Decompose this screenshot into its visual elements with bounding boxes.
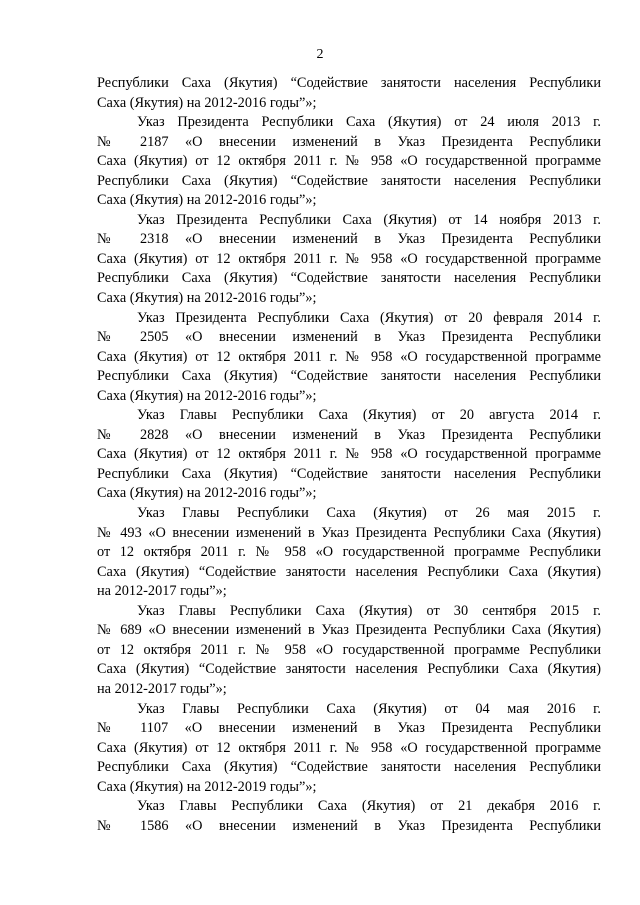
text-line: № 2187 «О внесении изменений в Указ Президента Республики (97, 133, 601, 150)
text-line: Указ Главы Республики Саха (Якутия) от 04 мая 2016 г. (137, 700, 601, 717)
text-line: Саха (Якутия) “Содействие занятости населения Республики Саха (Якутия) (97, 661, 601, 678)
text-line: № 1586 «О внесении изменений в Указ Президента Республики (97, 817, 601, 834)
text-line: Саха (Якутия) от 12 октября 2011 г. № 958 «О государственной программе (97, 250, 601, 267)
text-line: Республики Саха (Якутия) “Содействие занятости населения Республики (97, 368, 601, 385)
text-line: № 2318 «О внесении изменений в Указ Президента Республики (97, 231, 601, 248)
page-number: 2 (316, 47, 324, 62)
text-line: Саха (Якутия) на 2012-2016 годы”»; (97, 290, 317, 307)
text-line: Указ Президента Республики Саха (Якутия) от 20 февраля 2014 г. (137, 309, 601, 326)
text-line: Республики Саха (Якутия) “Содействие занятости населения Республики (97, 172, 601, 189)
text-line: Указ Президента Республики Саха (Якутия) от 24 июля 2013 г. (137, 114, 601, 131)
text-line: на 2012-2017 годы”»; (97, 680, 227, 697)
text-line: Республики Саха (Якутия) “Содействие занятости населения Республики (97, 270, 601, 287)
text-line: № 2505 «О внесении изменений в Указ Президента Республики (97, 329, 601, 346)
text-line: Саха (Якутия) от 12 октября 2011 г. № 958 «О государственной программе (97, 446, 601, 463)
text-line: Республики Саха (Якутия) “Содействие занятости населения Республики (97, 465, 601, 482)
text-line: от 12 октября 2011 г. № 958 «О государственной программе Республики (97, 544, 601, 561)
text-line: на 2012-2017 годы”»; (97, 583, 227, 600)
text-line: Саха (Якутия) на 2012-2016 годы”»; (97, 94, 317, 111)
text-line: Саха (Якутия) “Содействие занятости населения Республики Саха (Якутия) (97, 563, 601, 580)
text-line: Указ Главы Республики Саха (Якутия) от 20 августа 2014 г. (137, 407, 601, 424)
text-line: Саха (Якутия) на 2012-2016 годы”»; (97, 192, 317, 209)
document-body (97, 74, 601, 836)
text-line: № 1107 «О внесении изменений в Указ Президента Республики (97, 720, 601, 737)
text-line: Республики Саха (Якутия) “Содействие занятости населения Республики (97, 75, 601, 91)
text-line: Указ Главы Республики Саха (Якутия) от 26 мая 2015 г. (137, 505, 601, 522)
text-line: Саха (Якутия) от 12 октября 2011 г. № 958 «О государственной программе (97, 153, 601, 170)
text-line: Указ Президента Республики Саха (Якутия) от 14 ноября 2013 г. (137, 211, 601, 228)
text-line: Указ Главы Республики Саха (Якутия) от 21 декабря 2016 г. (137, 798, 601, 815)
text-line: Указ Главы Республики Саха (Якутия) от 30 сентября 2015 г. (137, 602, 601, 619)
text-line: от 12 октября 2011 г. № 958 «О государственной программе Республики (97, 641, 601, 658)
text-line: № 493 «О внесении изменений в Указ Президента Республики Саха (Якутия) (97, 524, 601, 541)
text-line: Саха (Якутия) на 2012-2016 годы”»; (97, 387, 317, 404)
text-line: Саха (Якутия) от 12 октября 2011 г. № 958 «О государственной программе (97, 348, 601, 365)
text-line: Саха (Якутия) на 2012-2016 годы”»; (97, 485, 317, 502)
text-line: № 2828 «О внесении изменений в Указ Президента Республики (97, 426, 601, 443)
text-line: № 689 «О внесении изменений в Указ Президента Республики Саха (Якутия) (97, 622, 601, 639)
text-line: Республики Саха (Якутия) “Содействие занятости населения Республики (97, 759, 601, 776)
text-line: Саха (Якутия) от 12 октября 2011 г. № 958 «О государственной программе (97, 739, 601, 756)
text-line: Саха (Якутия) на 2012-2019 годы”»; (97, 778, 317, 795)
